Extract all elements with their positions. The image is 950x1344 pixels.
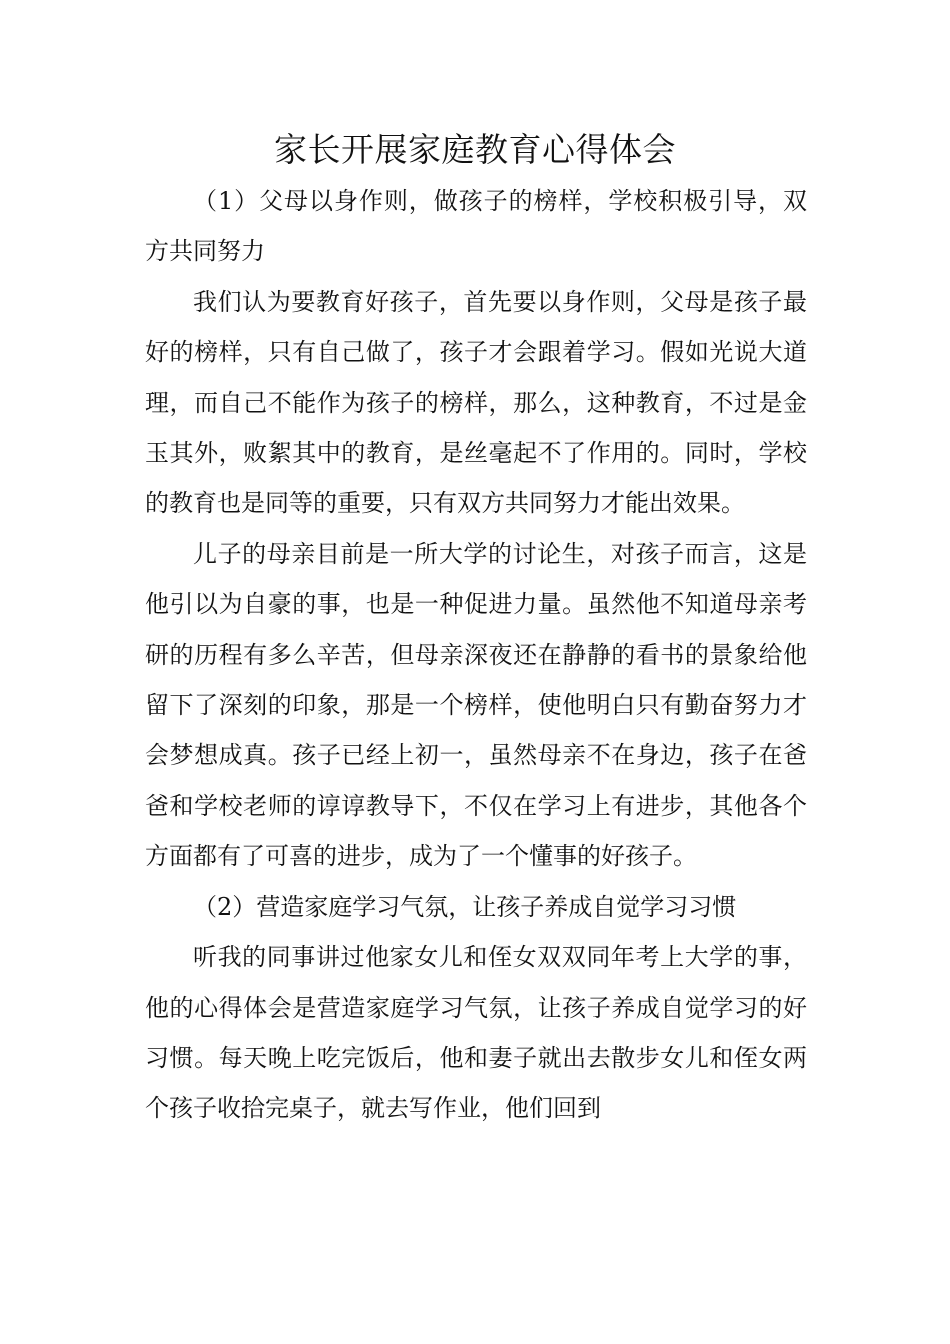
- section-heading-2: （2）营造家庭学习气氛，让孩子养成自觉学习习惯: [193, 892, 737, 921]
- paragraph-1: 我们认为要教育好孩子，首先要以身作则，父母是孩子最好的榜样，只有自己做了，孩子才会跟着学习。假如光说大道理，而自己不能作为孩子的榜样，那么，这种教育，不过是金玉其外，败絮其中的教育，是丝毫起不了作用的。同时，学校的教育也是同等的重要，只有双方共同努力才能出效果。: [145, 287, 807, 518]
- paragraph-3: 听我的同事讲过他家女儿和侄女双双同年考上大学的事，他的心得体会是营造家庭学习气氛，让孩子养成自觉学习的好习惯。每天晚上吃完饭后，他和妻子就出去散步女儿和侄女两个孩子收拾完桌子，就去写作业，他们回到: [145, 943, 807, 1123]
- document-body: [145, 176, 807, 1134]
- paragraph-2: 儿子的母亲目前是一所大学的讨论生，对孩子而言，这是他引以为自豪的事，也是一种促进力量。虽然他不知道母亲考研的历程有多么辛苦，但母亲深夜还在静静的看书的景象给他留下了深刻的印象，那是一个榜样，使他明白只有勤奋努力才会梦想成真。孩子已经上初一，虽然母亲不在身边，孩子在爸爸和学校老师的谆谆教导下，不仅在学习上有进步，其他各个方面都有了可喜的进步，成为了一个懂事的好孩子。: [145, 539, 807, 871]
- document-title: 家长开展家庭教育心得体会: [274, 130, 676, 169]
- section-heading-1: （1）父母以身作则，做孩子的榜样，学校积极引导，双方共同努力: [145, 187, 807, 266]
